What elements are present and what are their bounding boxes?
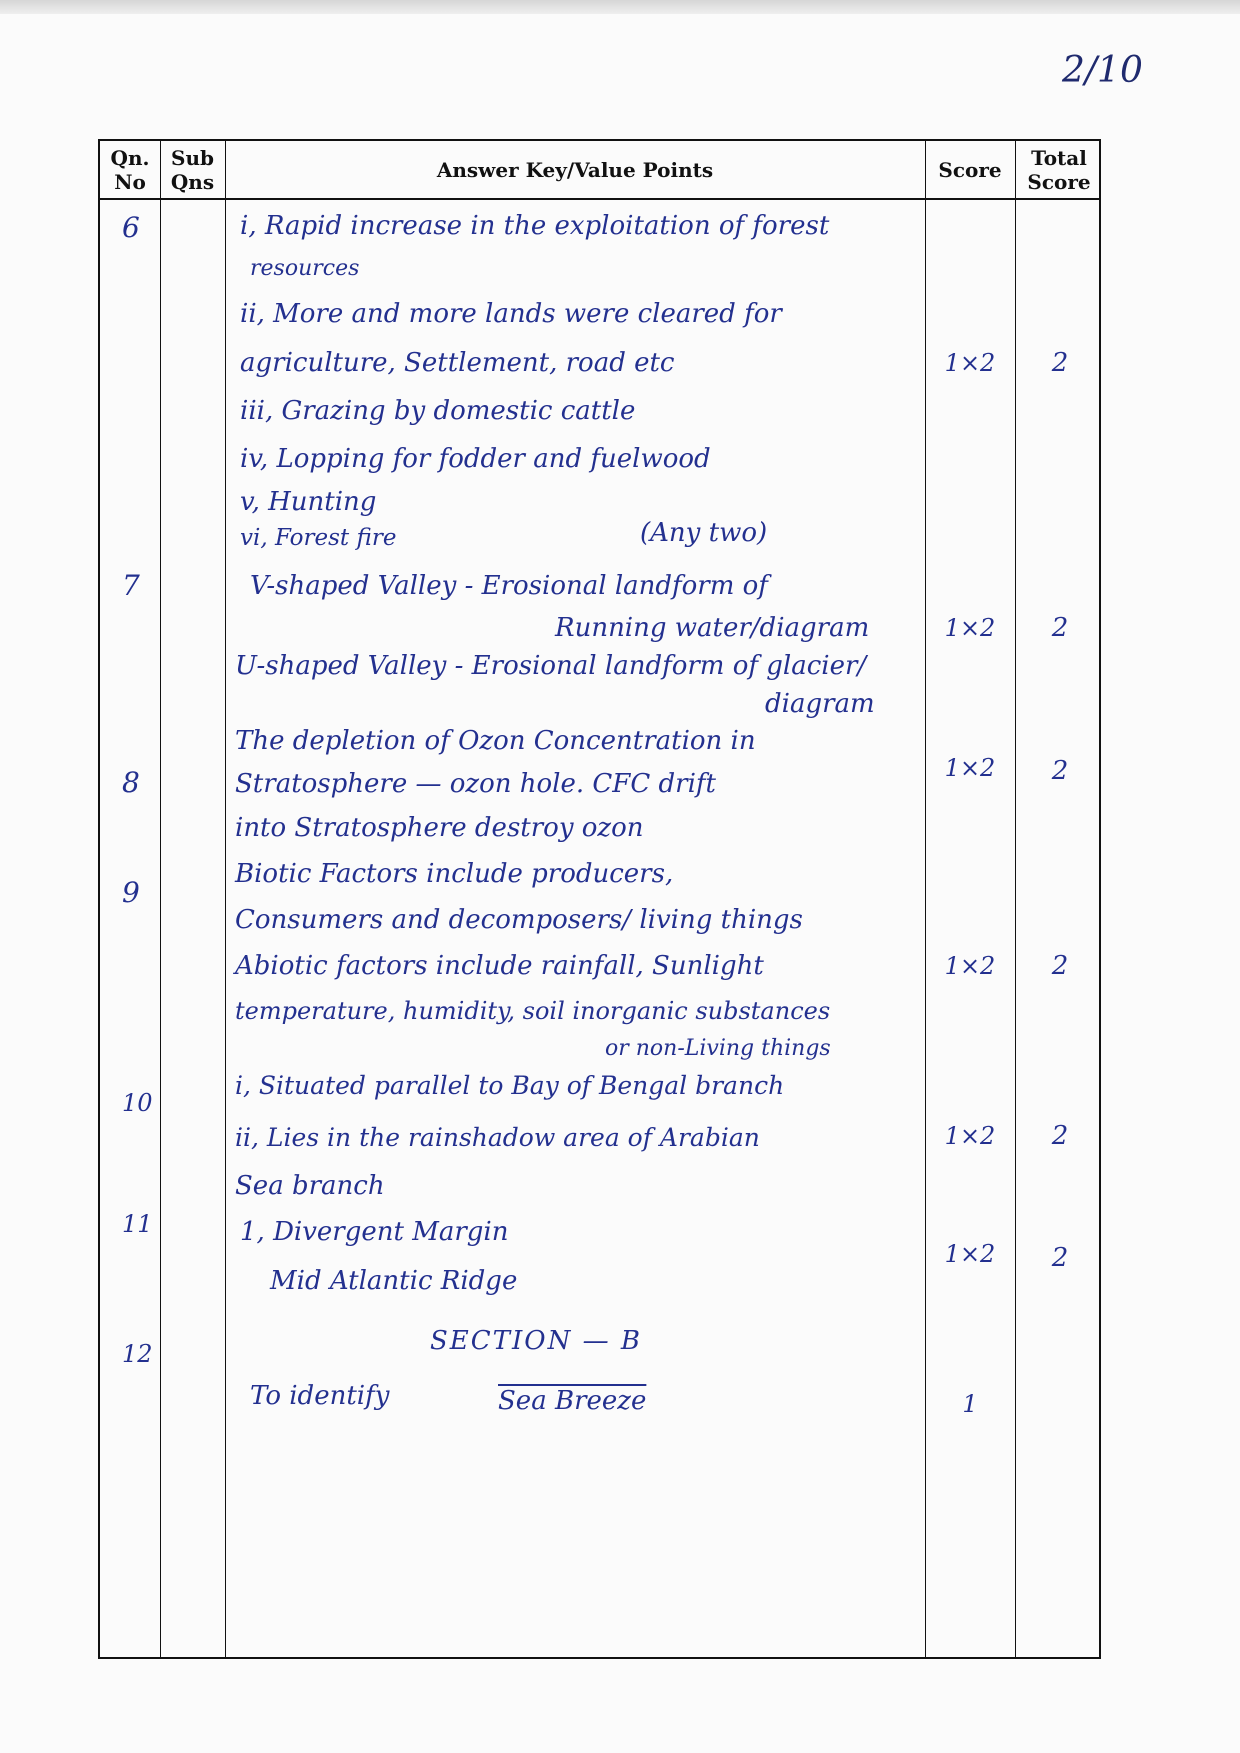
q10-total-score: 2 [1051,1121,1069,1151]
header-answer-label: Answer Key/Value Points [436,157,714,182]
q8-line: Stratosphere — ozon hole. CFC drift [235,769,716,799]
q9-line: temperature, humidity, soil inorganic substances [235,997,831,1025]
column-divider [925,141,926,1657]
q11-score: 1×2 [944,1240,996,1268]
q9-line: Consumers and decomposers/ living things [235,905,803,935]
header-qn-label: Qn. [110,145,150,170]
header-qns-label: Qns [170,169,215,194]
q8-line: The depletion of Ozon Concentration in [235,726,756,756]
q6-line: v, Hunting [240,487,377,517]
section-b-title: SECTION — B [430,1326,642,1356]
q11-line: 1, Divergent Margin [240,1217,509,1247]
page-number: 2/10 [1062,50,1143,91]
q7-line: Running water/diagram [555,613,870,643]
answer-key-table [98,139,1101,1659]
q6-line: resources [250,256,360,281]
q6-line: agriculture, Settlement, road etc [240,348,675,378]
q6-line: iv, Lopping for fodder and fuelwood [240,444,711,474]
header-no-label: No [114,169,146,194]
header-total-label: Total [1031,145,1087,170]
header-divider [100,198,1099,200]
q9-line: or non-Living things [605,1036,831,1061]
q6-total-score: 2 [1051,348,1069,378]
header-score [925,141,1015,198]
q8-total-score: 2 [1051,756,1069,786]
q7-line: U-shaped Valley - Erosional landform of glacier/ [235,651,867,681]
header-sub-label: Sub [171,145,214,170]
question-number-9: 9 [122,876,140,909]
q7-total-score: 2 [1051,613,1069,643]
q12-line-answer: Sea Breeze [498,1386,647,1416]
q6-line: vi, Forest fire [240,525,397,551]
q7-line: V-shaped Valley - Erosional landform of [250,571,768,601]
header-total-score-label: Score [1027,169,1091,194]
q7-score: 1×2 [944,614,996,642]
question-number-11: 11 [122,1210,153,1238]
q8-score: 1×2 [944,754,996,782]
question-number-8: 8 [122,766,140,799]
q6-line: (Any two) [640,518,768,548]
q9-total-score: 2 [1051,951,1069,981]
q10-line: Sea branch [235,1171,385,1201]
q9-line: Biotic Factors include producers, [235,859,674,889]
header-score-label: Score [938,157,1002,182]
q6-line: i, Rapid increase in the exploitation of forest [240,211,830,241]
q10-line: i, Situated parallel to Bay of Bengal branch [235,1071,785,1100]
q10-score: 1×2 [944,1122,996,1150]
header-answer-key [225,141,925,198]
q12-score: 1 [962,1390,978,1418]
question-number-10: 10 [122,1089,153,1117]
q12-line-prefix: To identify [250,1381,390,1411]
scan-edge [0,0,1240,14]
question-number-12: 12 [122,1340,153,1368]
q9-line: Abiotic factors include rainfall, Sunlight [235,951,764,981]
q10-line: ii, Lies in the rainshadow area of Arabian [235,1123,760,1152]
q11-line: Mid Atlantic Ridge [270,1266,518,1296]
q6-line: iii, Grazing by domestic cattle [240,396,636,426]
header-qn-no [100,141,160,198]
q6-score: 1×2 [944,349,996,377]
column-divider [225,141,226,1657]
q8-line: into Stratosphere destroy ozon [235,813,644,843]
column-divider [1015,141,1016,1657]
question-number-6: 6 [122,211,140,244]
q9-score: 1×2 [944,952,996,980]
q11-total-score: 2 [1051,1243,1069,1273]
q7-line: diagram [765,689,875,719]
header-sub-qns [160,141,225,198]
header-total-score [1015,141,1103,198]
q6-line: ii, More and more lands were cleared for [240,299,782,329]
question-number-7: 7 [122,569,140,602]
